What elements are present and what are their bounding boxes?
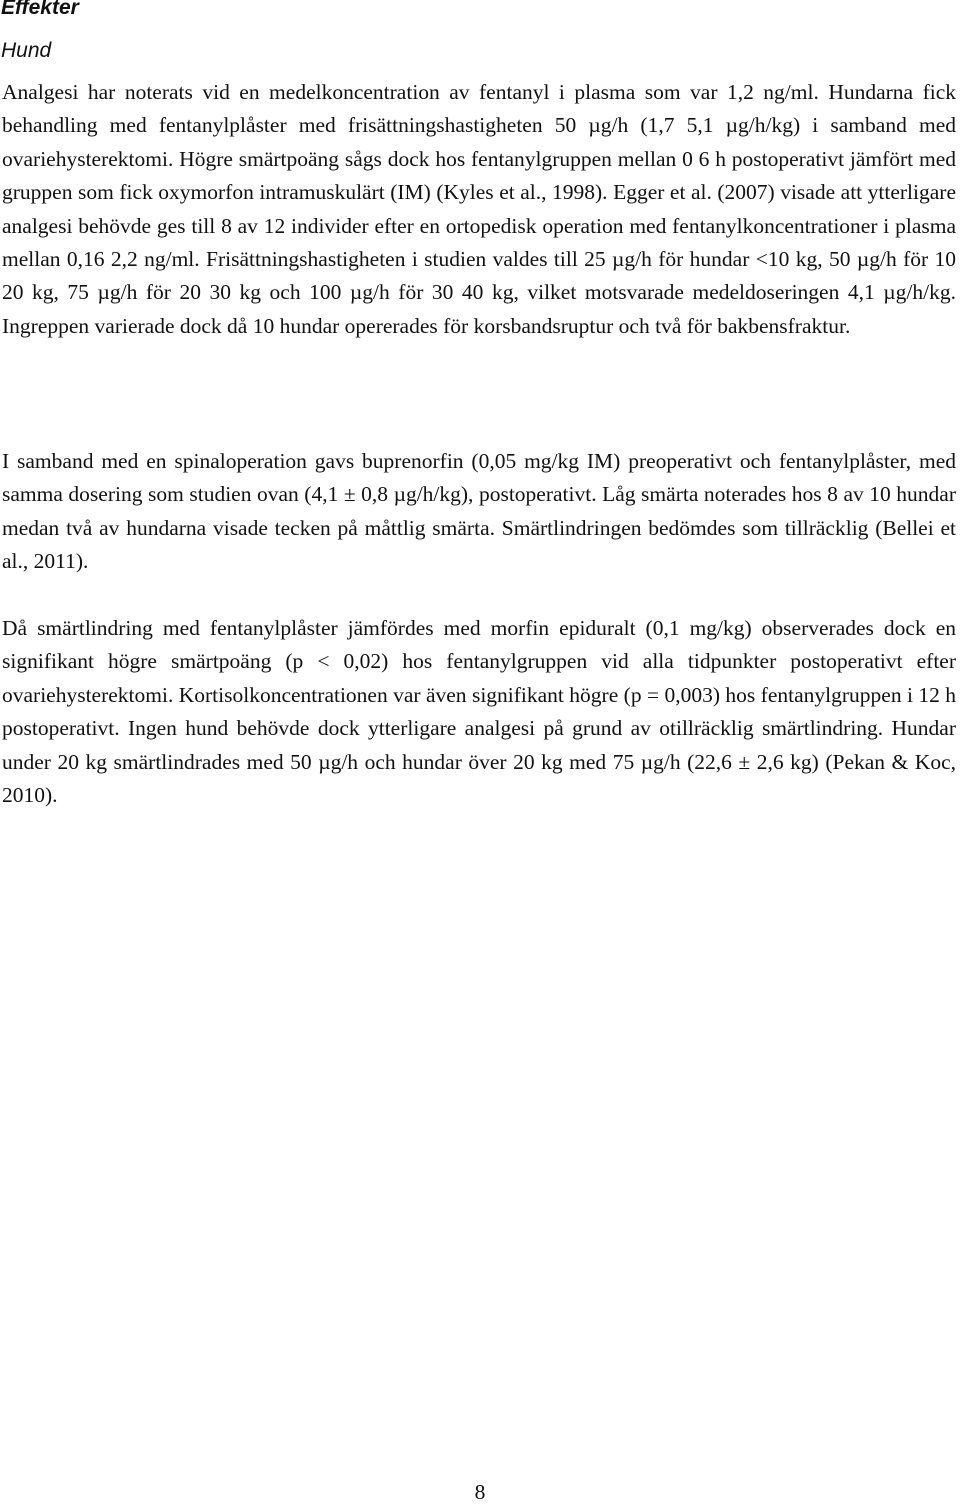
section-heading: Effekter — [1, 0, 79, 19]
paragraph-analgesia-plasma: Analgesi har noterats vid en medelkoncentration av fentanyl i plasma som var 1,2 ng/ml. Hundarna fick behandling med fentanylplåster med frisättningshastigheten 50 µg/h (1,7 5,1 µg/h/kg) i samband med ovariehysterektomi. Högre smärtpoäng sågs dock hos fentanylgruppen mellan 0 6 h postoperativt jämfört med gruppen som fick oxymorfon intramuskulärt (IM) (Kyles et al., 1998). Egger et al. (2007) visade att ytterligare analgesi behövde ges till 8 av 12 individer efter en ortopedisk operation med fentanylkoncentrationer i plasma mellan 0,16 2,2 ng/ml. Frisättningshastigheten i studien valdes till 25 µg/h för hundar <10 kg, 50 µg/h för 10 20 kg, 75 µg/h för 20 30 kg och 100 µg/h för 30 40 kg, vilket motsvarade medeldoseringen 4,1 µg/h/kg. Ingreppen varierade dock då 10 hundar opererades för korsbandsruptur och två för bakbensfraktur. — [2, 80, 956, 338]
paragraph-morphine-comparison: Då smärtlindring med fentanylplåster jämfördes med morfin epiduralt (0,1 mg/kg) observerades dock en signifikant högre smärtpoäng (p < 0,02) hos fentanylgruppen vid alla tidpunkter postoperativt efter ovariehysterektomi. Kortisolkoncentrationen var även signifikant högre (p = 0,003) hos fentanylgruppen i 12 h postoperativt. Ingen hund behövde dock ytterligare analgesi på grund av otillräcklig smärtlindring. Hundar under 20 kg smärtlindrades med 50 µg/h och hundar över 20 kg med 75 µg/h (22,6 ± 2,6 kg) (Pekan & Koc, 2010). — [2, 616, 956, 808]
subsection-heading: Hund — [1, 39, 52, 62]
page-number: 8 — [474, 1480, 486, 1504]
paragraph-spinal-operation: I samband med en spinaloperation gavs buprenorfin (0,05 mg/kg IM) preoperativt och fentanylplåster, med samma dosering som studien ovan (4,1 ± 0,8 µg/h/kg), postoperativt. Låg smärta noterades hos 8 av 10 hundar medan två av hundarna visade tecken på måttlig smärta. Smärtlindringen bedömdes som tillräcklig (Bellei et al., 2011). — [2, 449, 956, 574]
